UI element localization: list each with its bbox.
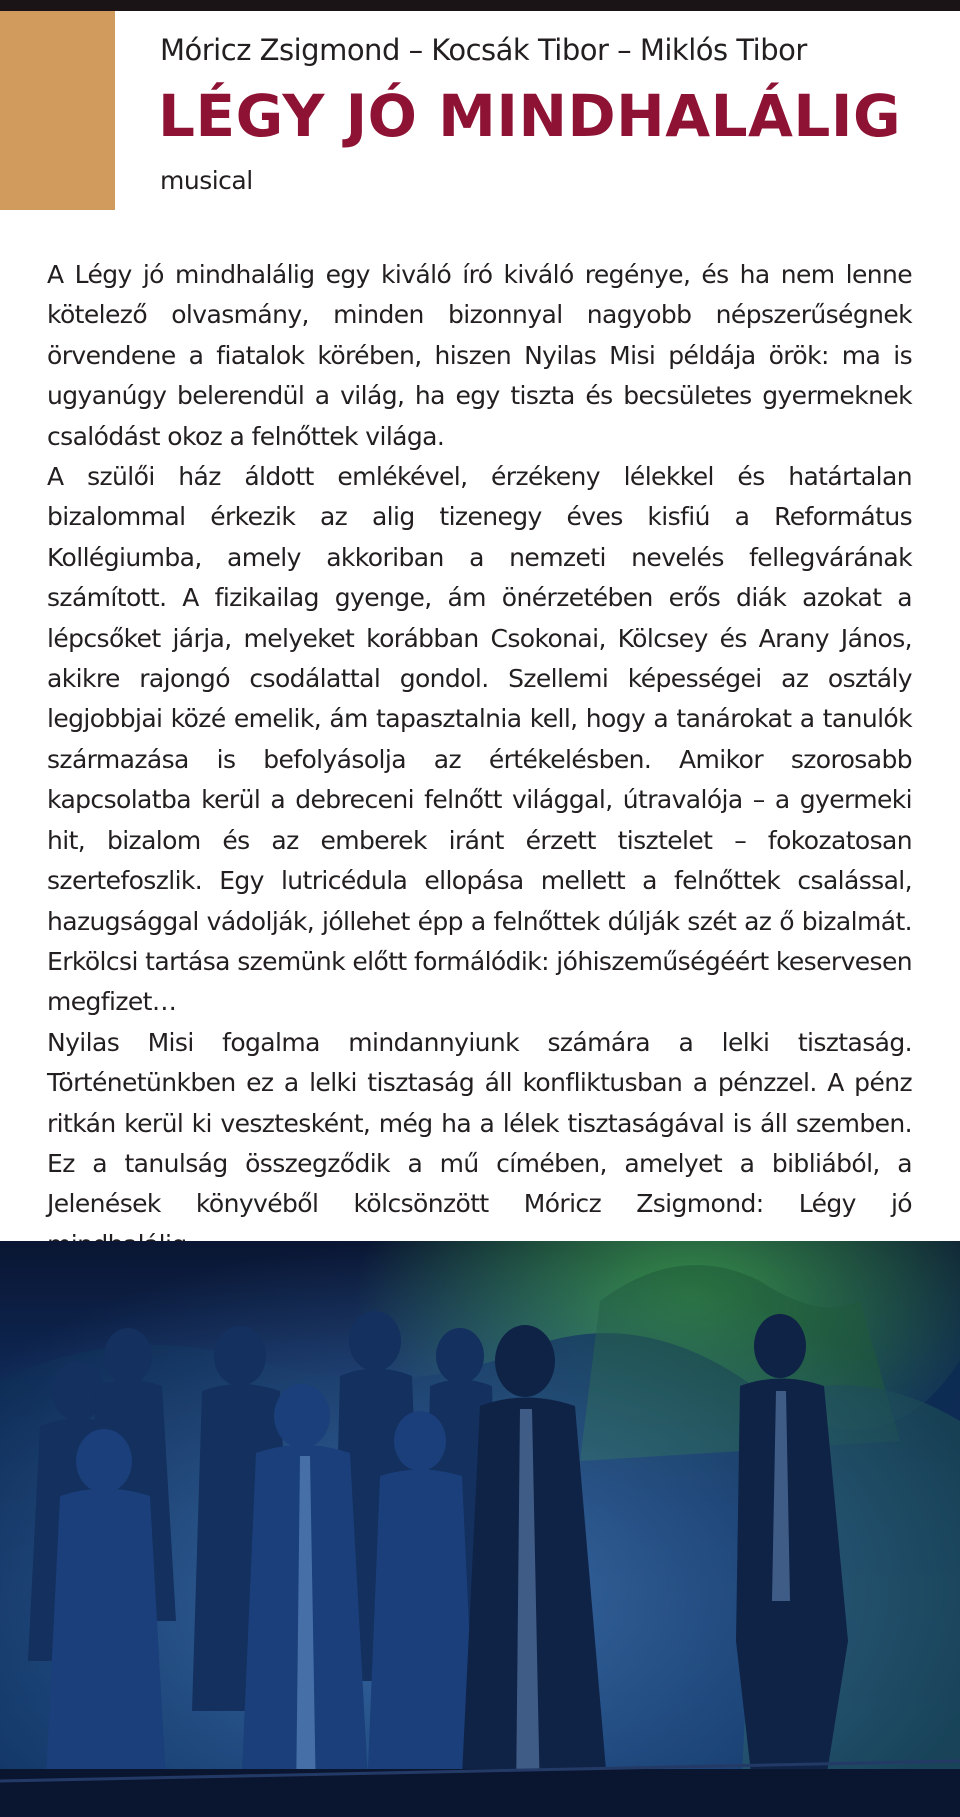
genre-label: musical (160, 166, 253, 195)
authors-line: Móricz Zsigmond – Kocsák Tibor – Miklós Tibor (160, 33, 807, 67)
top-bar (0, 0, 960, 11)
article-paragraph-3: Nyilas Misi fogalma mindannyiunk számára a lelki tisztaság. Történetünkben ez a lelki tisztaság áll konfliktusban a pénzzel. A pénz ritkán kerül ki vesztesként, még ha a lélek tisztaságával is áll szemben. Ez a tanulság összegződik a mű címében, amelyet a bibliából, a Jelenések könyvéből kölcsönzött Móricz Zsigmond: Légy jó (47, 1027, 912, 1219)
accent-block (0, 11, 115, 210)
article-body (47, 255, 912, 1306)
stage-photo (0, 1241, 960, 1817)
page-title: LÉGY JÓ MINDHALÁLIG (158, 82, 902, 150)
article-paragraph-1: A Légy jó mindhalálig egy kiváló író kiváló regénye, és ha nem lenne kötelező olvasmány, minden bizonnyal nagyobb népszerűségnek örvendene a fiatalok körében, hiszen Nyilas Misi példája örök: ma is ugyanúgy belerendül a világ, ha egy tiszta és becsületes gyermeknek csalódást okoz a felnőttek világa. (47, 260, 912, 451)
stage-photo-illustration (0, 1241, 960, 1817)
article-paragraph-2: A szülői ház áldott emlékével, érzékeny lélekkel és határtalan bizalommal érkezik az alig tizenegy éves kisfiú a Református Kollégiumba, amely akkoriban a nemzeti nevelés fellegvárának számított. A fizikailag gyenge, ám önérzetében erős diák azokat a lépcsőket járja, melyeket korábban Csokonai, Kölcsey és Arany János, akikre rajongó csodálattal gondol. Szellemi képességei az osztály legjobbjai közé emelik, ám tapasztalnia kell, hogy a tanárokat a tanulók származása is befolyásolja az értékelésben. Amikor szorosabb kapcsolatba kerül a debreceni felnőtt világgal, útravalója – a gyermeki hit, bizalom és az emberek iránt érzett tisztelet – fokozatosan szertefoszlik. Egy lutricédula ellopása mellett a felnőttek csalással, hazugsággal vádolják, jóllehet épp a felnőttek dúlják szét az ő bizalmát. Erkölcsi tartása szemünk előtt formálódik: jóhiszeműségéért keservesen megfizet… (47, 462, 912, 1017)
